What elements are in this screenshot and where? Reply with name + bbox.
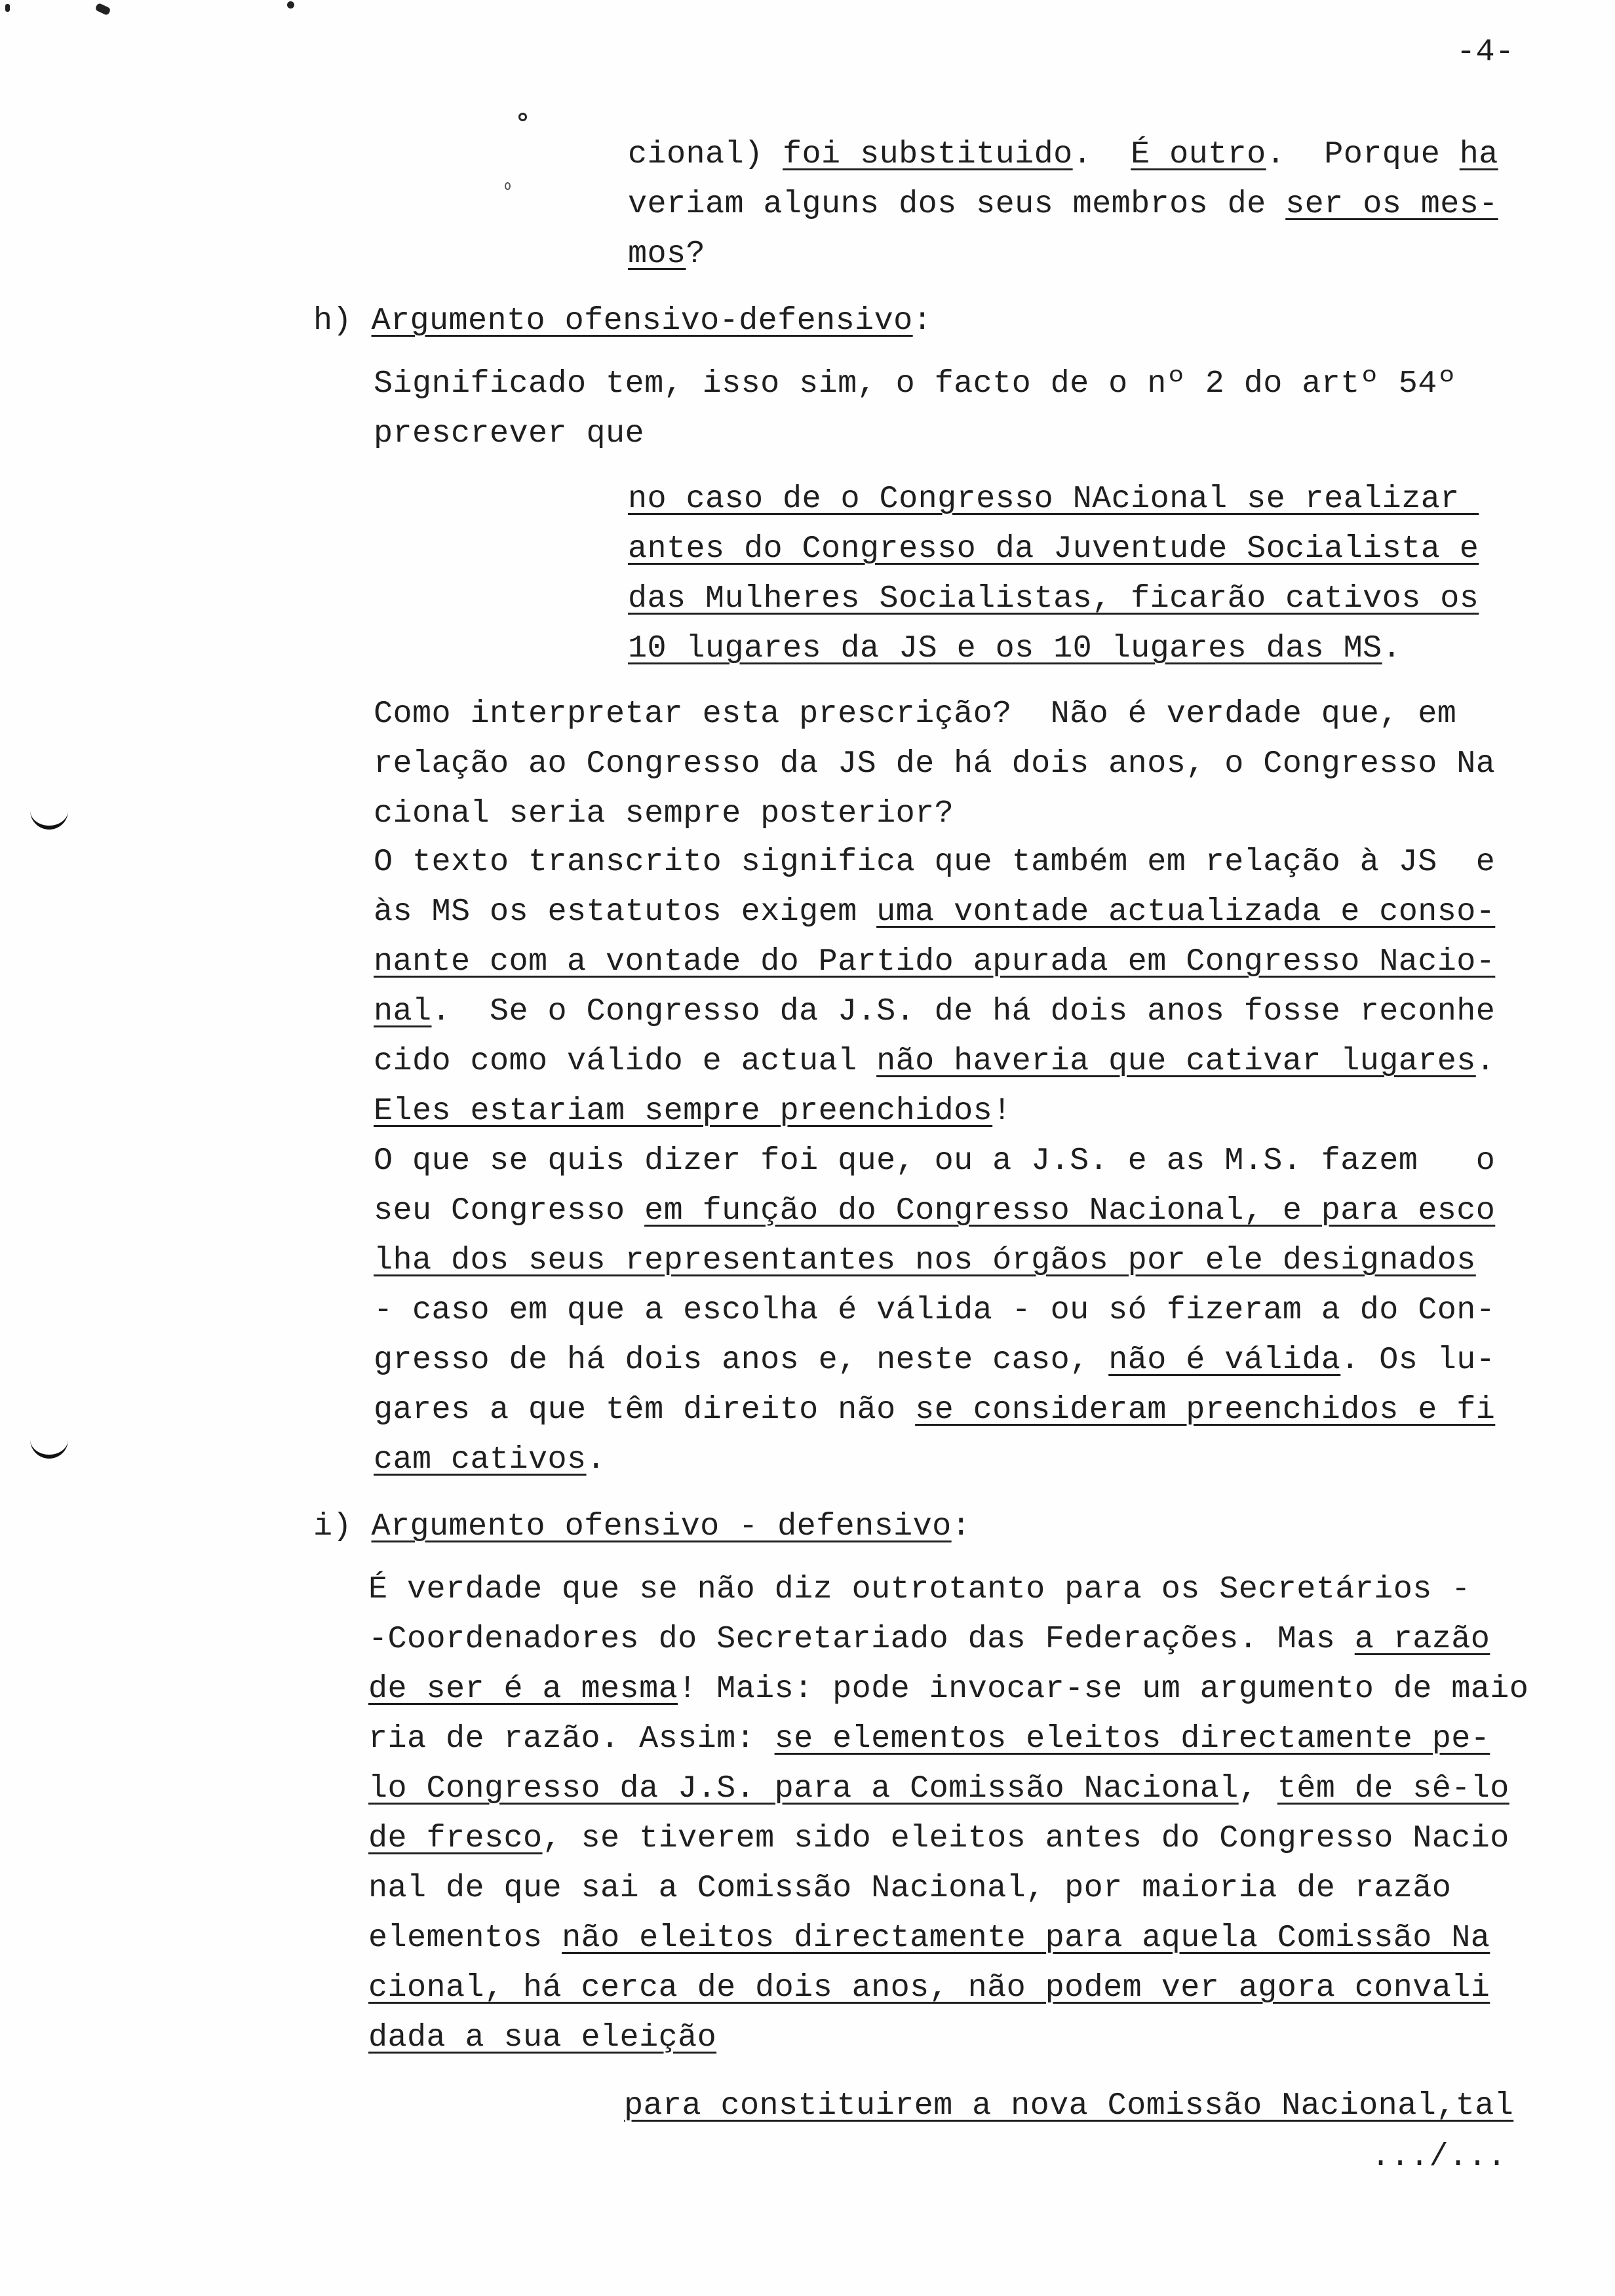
text-line: lo Congresso da J.S. para a Comissão Nacional, têm de sê-lo [368, 1770, 1509, 1807]
text-line: O que se quis dizer foi que, ou a J.S. e as M.S. fazem o [374, 1143, 1496, 1179]
text-line: dada a sua eleição [368, 2019, 717, 2056]
text-line: nante com a vontade do Partido apurada em Congresso Nacio- [374, 944, 1496, 980]
text-line: de ser é a mesma! Mais: pode invocar-se um argumento de maio [368, 1671, 1529, 1707]
text-line: Eles estariam sempre preenchidos! [374, 1093, 1012, 1129]
continuation-mark: .../... [1371, 2139, 1507, 2175]
text-line: Como interpretar esta prescrição? Não é verdade que, em [374, 696, 1457, 732]
text-line: gresso de há dois anos e, neste caso, não é válida. Os lu- [374, 1342, 1496, 1378]
text-line: ria de razão. Assim: se elementos eleitos directamente pe- [368, 1721, 1490, 1757]
text-line: às MS os estatutos exigem uma vontade actualizada e conso- [374, 894, 1496, 930]
scan-speck [287, 1, 294, 9]
text-line: É verdade que se não diz outrotanto para os Secretários - [368, 1571, 1471, 1607]
text-line: mos? [628, 236, 706, 272]
text-line: seu Congresso em função do Congresso Nacional, e para esco [374, 1193, 1496, 1229]
quote-line: 10 lugares da JS e os 10 lugares das MS. [628, 630, 1402, 666]
section-h-heading: h) Argumento ofensivo-defensivo: [313, 303, 933, 339]
scan-speck [505, 182, 511, 190]
text-line: elementos não eleitos directamente para aquela Comissão Na [368, 1920, 1490, 1956]
section-i-heading: i) Argumento ofensivo - defensivo: [313, 1508, 971, 1544]
text-line: - caso em que a escolha é válida - ou só fizeram a do Con- [374, 1292, 1496, 1328]
margin-bracket-mark [30, 1438, 68, 1459]
text-line: de fresco, se tiverem sido eleitos antes do Congresso Nacio [368, 1820, 1509, 1856]
scan-speck [518, 113, 527, 121]
text-line: cional, há cerca de dois anos, não podem ver agora convali [368, 1970, 1490, 2006]
text-line: para constituirem a nova Comissão Nacional,tal [624, 2088, 1514, 2124]
text-line: cional seria sempre posterior? [374, 795, 954, 832]
text-line: veriam alguns dos seus membros de ser os mes- [628, 186, 1498, 222]
text-line: relação ao Congresso da JS de há dois anos, o Congresso Na [374, 746, 1496, 782]
quote-line: das Mulheres Socialistas, ficarão cativos os [628, 581, 1479, 617]
scan-speck [94, 3, 111, 16]
text-line: nal. Se o Congresso da J.S. de há dois anos fosse reconhe [374, 993, 1496, 1029]
text-line: lha dos seus representantes nos órgãos por ele designados [374, 1242, 1476, 1278]
text-line: nal de que sai a Comissão Nacional, por maioria de razão [368, 1870, 1452, 1906]
text-line: cido como válido e actual não haveria que cativar lugares. [374, 1043, 1496, 1079]
quote-line: no caso de o Congresso NAcional se realizar [628, 481, 1479, 517]
text-line: O texto transcrito significa que também em relação à JS e [374, 844, 1496, 880]
scan-speck [5, 4, 10, 12]
text-line: cional) foi substituido. É outro. Porque ha [628, 136, 1498, 172]
page-number: -4- [1456, 34, 1515, 70]
text-line: prescrever que [374, 415, 645, 451]
text-line: cam cativos. [374, 1442, 606, 1478]
text-line: Significado tem, isso sim, o facto de o nº 2 do artº 54º [374, 366, 1457, 402]
text-line: gares a que têm direito não se consideram preenchidos e fi [374, 1392, 1496, 1428]
quote-line: antes do Congresso da Juventude Socialista e [628, 531, 1479, 567]
text-line: -Coordenadores do Secretariado das Federações. Mas a razão [368, 1621, 1490, 1657]
margin-bracket-mark [30, 809, 68, 830]
